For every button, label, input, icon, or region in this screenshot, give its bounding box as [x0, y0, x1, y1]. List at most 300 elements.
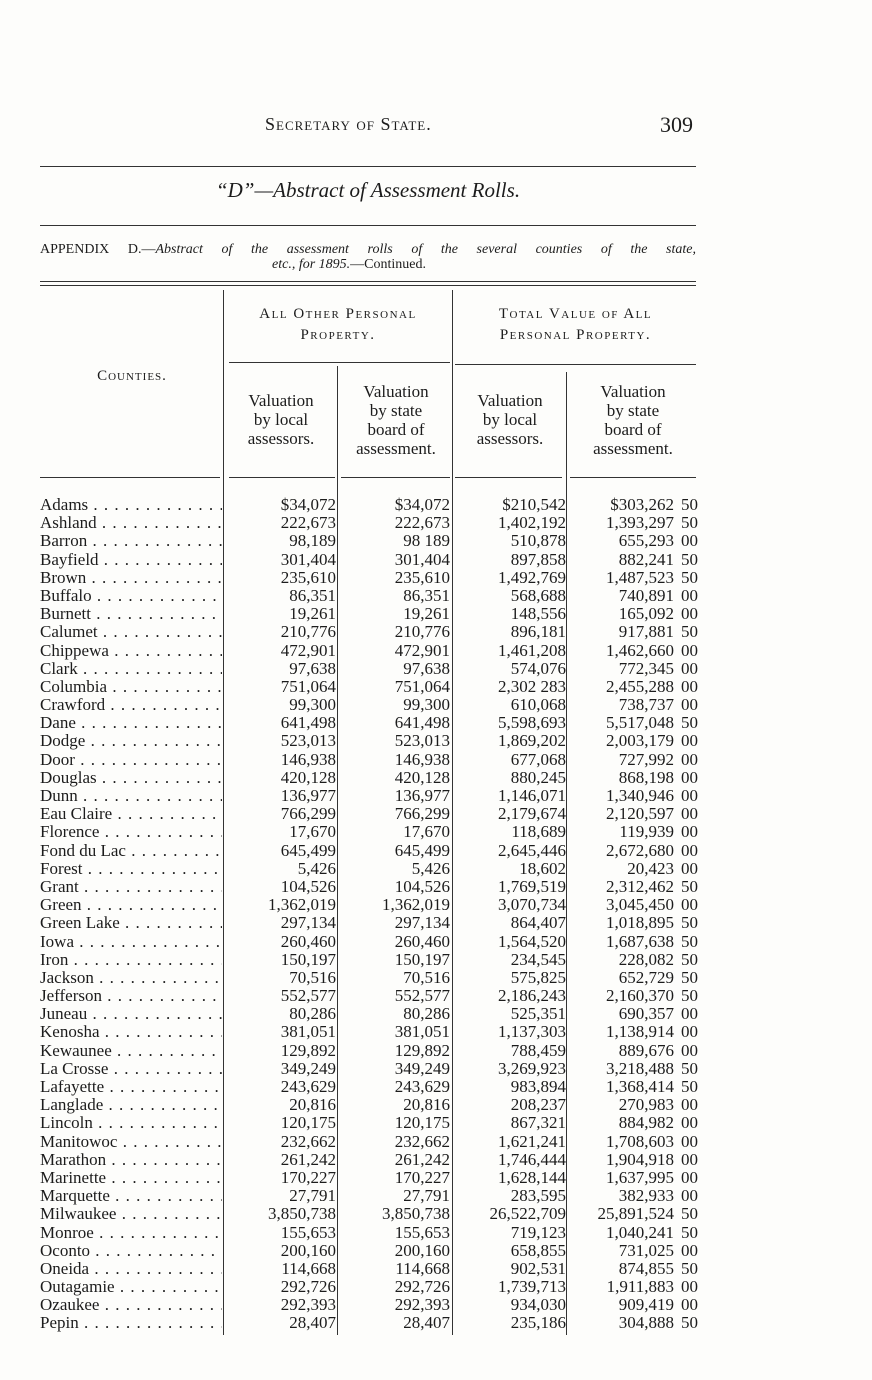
- total-local-value: 902,531: [510, 1258, 566, 1278]
- total-state-cents: 00: [681, 1004, 698, 1024]
- table-row: [40, 969, 700, 987]
- other-local-value: 5,426: [297, 858, 336, 878]
- other-state-value: 200,160: [394, 1240, 450, 1260]
- other-local-value: 80,286: [289, 1004, 336, 1024]
- total-state-value: 1,637,995: [606, 1167, 674, 1187]
- caption-text-2-italic: etc., for 1895.: [272, 257, 351, 272]
- caption-line-1: [40, 242, 696, 257]
- county-name: Langlade . . .: [40, 1096, 222, 1114]
- page-number: 309: [660, 112, 693, 137]
- other-state-value: 349,249: [394, 1058, 450, 1078]
- total-state-cents: 50: [681, 1077, 698, 1096]
- other-state-value: 28,407: [403, 1313, 450, 1333]
- table-row: [40, 823, 700, 841]
- total-local-value: 3,070,734: [498, 895, 566, 915]
- total-local-value: 208,237: [510, 1095, 566, 1115]
- other-state-value: 301,404: [394, 549, 450, 569]
- total-local-value: 2,645,446: [498, 840, 566, 860]
- subheader-line: Valuation: [600, 382, 666, 401]
- other-local-value: 349,249: [280, 1058, 336, 1078]
- other-local-value: 86,351: [289, 585, 336, 605]
- total-state-value: 1,487,523: [606, 567, 674, 587]
- header-rule-col4: [570, 477, 696, 478]
- other-local-value: 146,938: [280, 749, 336, 769]
- caption-label: APPENDIX D.—: [40, 242, 156, 257]
- county-name: Bayfield . . .: [40, 551, 222, 569]
- table-row: [40, 933, 700, 951]
- other-local-value: 297,134: [280, 913, 336, 933]
- other-state-value: 472,901: [394, 640, 450, 660]
- other-state-value: 114,668: [395, 1258, 450, 1278]
- total-local-value: 574,076: [510, 658, 566, 678]
- county-name: Marinette . . .: [40, 1169, 222, 1187]
- total-state-cents: 50: [681, 1204, 698, 1224]
- other-local-value: 98,189: [289, 531, 336, 551]
- total-local-value: 1,461,208: [498, 640, 566, 660]
- subheader-line: by local: [253, 410, 309, 429]
- table-row: [40, 1023, 700, 1041]
- rule-top: [40, 166, 696, 167]
- header-rule-col1: [229, 477, 335, 478]
- other-local-value: 200,160: [280, 1240, 336, 1260]
- county-name: Door . . .: [40, 751, 222, 769]
- table-row: [40, 787, 700, 805]
- total-state-cents: 50: [681, 986, 698, 1006]
- total-local-value: 1,869,202: [498, 731, 566, 751]
- county-name: Dodge . . .: [40, 732, 222, 750]
- total-state-value: 5,517,048: [606, 713, 674, 733]
- county-name: Forest . . .: [40, 860, 222, 878]
- other-local-value: 243,629: [280, 1077, 336, 1096]
- table-row: [40, 842, 700, 860]
- total-state-value: 909,419: [618, 1295, 674, 1315]
- other-local-value: 28,407: [289, 1313, 336, 1333]
- county-name: Ozaukee . . .: [40, 1296, 222, 1314]
- total-state-cents: 00: [681, 1131, 698, 1151]
- total-state-value: 2,312,462: [606, 876, 674, 896]
- total-state-cents: 00: [681, 749, 698, 769]
- other-state-value: 27,791: [403, 1186, 450, 1206]
- other-local-value: 381,051: [280, 1022, 336, 1042]
- other-local-value: 27,791: [289, 1186, 336, 1206]
- county-name: Dunn . . .: [40, 787, 222, 805]
- total-state-value: 3,045,450: [606, 895, 674, 915]
- table-row: [40, 569, 700, 587]
- other-local-value: 97,638: [289, 658, 336, 678]
- total-state-cents: 00: [681, 1040, 698, 1060]
- other-state-value: 70,516: [403, 967, 450, 987]
- total-local-value: 235,186: [510, 1313, 566, 1333]
- table-row: [40, 1133, 700, 1151]
- table-row: [40, 642, 700, 660]
- other-local-value: 104,526: [280, 876, 336, 896]
- county-name: Iowa . . .: [40, 933, 222, 951]
- other-local-value: 751,064: [280, 676, 336, 696]
- total-local-value: 525,351: [510, 1004, 566, 1024]
- total-state-value: 655,293: [618, 531, 674, 551]
- total-state-cents: 00: [681, 1277, 698, 1297]
- other-local-value: 420,128: [280, 767, 336, 787]
- county-name: Marquette . . .: [40, 1187, 222, 1205]
- total-state-value: 1,368,414: [606, 1077, 674, 1096]
- total-state-cents: 00: [681, 604, 698, 624]
- total-state-cents: 50: [681, 967, 698, 987]
- county-name: La Crosse . . .: [40, 1060, 222, 1078]
- county-name: Dane . . .: [40, 714, 222, 732]
- other-local-value: 129,892: [280, 1040, 336, 1060]
- table-row: [40, 605, 700, 623]
- total-state-cents: 00: [681, 676, 698, 696]
- total-state-value: 1,340,946: [606, 786, 674, 805]
- total-state-cents: 00: [681, 840, 698, 860]
- total-local-value: 3,269,923: [498, 1058, 566, 1078]
- total-state-cents: 00: [681, 895, 698, 915]
- table-row: [40, 751, 700, 769]
- other-state-value: 292,726: [394, 1277, 450, 1297]
- other-local-value: 19,261: [289, 604, 336, 624]
- table-row: [40, 1278, 700, 1296]
- other-local-value: 641,498: [280, 713, 336, 733]
- other-state-value: 523,013: [394, 731, 450, 751]
- other-state-value: 17,670: [403, 822, 450, 842]
- total-local-value: 1,402,192: [498, 513, 566, 533]
- other-state-value: $34,072: [394, 495, 450, 514]
- group1-underline: [229, 362, 450, 363]
- table-row: [40, 660, 700, 678]
- other-local-value: 645,499: [280, 840, 336, 860]
- county-name: Green . . .: [40, 896, 222, 914]
- county-name: Barron . . .: [40, 532, 222, 550]
- total-local-value: 610,068: [510, 695, 566, 715]
- county-name: Lincoln . . .: [40, 1114, 222, 1132]
- total-state-cents: 50: [681, 622, 698, 642]
- other-state-value: 210,776: [394, 622, 450, 642]
- total-state-cents: 00: [681, 731, 698, 751]
- subheader-line: by state: [369, 401, 423, 420]
- total-state-cents: 00: [681, 640, 698, 660]
- county-name: Eau Claire . . .: [40, 805, 222, 823]
- other-local-value: 150,197: [280, 949, 336, 969]
- county-name: Clark . . .: [40, 660, 222, 678]
- total-local-value: 896,181: [510, 622, 566, 642]
- total-state-value: 868,198: [618, 767, 674, 787]
- other-local-value: 70,516: [289, 967, 336, 987]
- other-state-value: 243,629: [394, 1077, 450, 1096]
- caption-text-1: Abstract of the assessment rolls of the several counties of the state,: [155, 242, 696, 257]
- total-state-value: 731,025: [618, 1240, 674, 1260]
- other-local-value: 114,668: [281, 1258, 336, 1278]
- total-state-cents: 50: [681, 913, 698, 933]
- subheader-line: assessors.: [247, 429, 315, 448]
- other-state-value: 3,850,738: [382, 1204, 450, 1224]
- header-rule-col2: [341, 477, 450, 478]
- other-state-value: 641,498: [394, 713, 450, 733]
- other-local-value: 1,362,019: [268, 895, 336, 915]
- total-local-value: 510,878: [510, 531, 566, 551]
- other-local-value: 292,393: [280, 1295, 336, 1315]
- total-state-cents: 00: [681, 695, 698, 715]
- total-state-value: $303,262: [610, 495, 674, 514]
- total-local-value: 864,407: [510, 913, 566, 933]
- total-state-value: 1,462,660: [606, 640, 674, 660]
- county-name: Fond du Lac . . .: [40, 842, 222, 860]
- other-local-value: 552,577: [280, 986, 336, 1006]
- table-row: [40, 896, 700, 914]
- other-local-value: 99,300: [289, 695, 336, 715]
- table-row: [40, 1114, 700, 1132]
- other-local-value: 301,404: [280, 549, 336, 569]
- other-state-value: 5,426: [411, 858, 450, 878]
- table-row: [40, 623, 700, 641]
- total-state-value: 889,676: [618, 1040, 674, 1060]
- total-local-value: 897,858: [510, 549, 566, 569]
- county-name: Monroe . . .: [40, 1224, 222, 1242]
- county-name: Brown . . .: [40, 569, 222, 587]
- total-state-value: 270,983: [618, 1095, 674, 1115]
- total-local-value: 283,595: [510, 1186, 566, 1206]
- total-local-value: 1,492,769: [498, 567, 566, 587]
- other-state-value: 99,300: [403, 695, 450, 715]
- county-name: Ashland . . .: [40, 514, 222, 532]
- group-header-line: Personal Property.: [499, 327, 652, 343]
- total-state-value: 727,992: [618, 749, 674, 769]
- total-local-value: $210,542: [502, 495, 566, 514]
- total-state-cents: 50: [681, 513, 698, 533]
- total-state-cents: 50: [681, 949, 698, 969]
- other-local-value: 261,242: [280, 1149, 336, 1169]
- table-row: [40, 696, 700, 714]
- county-name: Jefferson . . .: [40, 987, 222, 1005]
- total-local-value: 658,855: [510, 1240, 566, 1260]
- total-state-value: 3,218,488: [606, 1058, 674, 1078]
- county-name: Marathon . . .: [40, 1151, 222, 1169]
- county-name: Iron . . .: [40, 951, 222, 969]
- subheader-local-1: [226, 391, 336, 448]
- total-state-cents: 50: [681, 1222, 698, 1242]
- total-state-cents: 00: [681, 804, 698, 824]
- other-state-value: 552,577: [394, 986, 450, 1006]
- total-local-value: 880,245: [510, 767, 566, 787]
- section-title: “D”—Abstract of Assessment Rolls.: [215, 178, 521, 202]
- county-name: Calumet . . .: [40, 623, 222, 641]
- total-state-cents: 00: [681, 822, 698, 842]
- table-row: [40, 878, 700, 896]
- table-row: [40, 1096, 700, 1114]
- subheader-line: board of: [367, 420, 425, 439]
- total-local-value: 1,146,071: [498, 786, 566, 805]
- other-local-value: 210,776: [280, 622, 336, 642]
- other-state-value: 136,977: [394, 786, 450, 805]
- county-name: Burnett . . .: [40, 605, 222, 623]
- table-row: [40, 951, 700, 969]
- table-row: [40, 514, 700, 532]
- total-state-cents: 50: [681, 1313, 698, 1333]
- county-name: Green Lake . . .: [40, 914, 222, 932]
- total-local-value: 26,522,709: [489, 1204, 566, 1224]
- total-local-value: 1,628,144: [498, 1167, 566, 1187]
- table-row: [40, 1078, 700, 1096]
- other-state-value: 86,351: [403, 585, 450, 605]
- other-state-value: 150,197: [394, 949, 450, 969]
- total-state-value: 1,911,883: [606, 1277, 674, 1297]
- other-state-value: 97,638: [403, 658, 450, 678]
- county-name: Adams . . .: [40, 496, 222, 514]
- other-local-value: 222,673: [280, 513, 336, 533]
- total-state-cents: 50: [681, 931, 698, 951]
- county-name: Douglas . . .: [40, 769, 222, 787]
- table-row: [40, 732, 700, 750]
- total-local-value: 788,459: [510, 1040, 566, 1060]
- total-local-value: 575,825: [510, 967, 566, 987]
- header-rule-col3: [455, 477, 562, 478]
- total-state-value: 228,082: [618, 949, 674, 969]
- table-row: [40, 1187, 700, 1205]
- total-state-value: 1,018,895: [606, 913, 674, 933]
- other-local-value: 3,850,738: [268, 1204, 336, 1224]
- table-row: [40, 1242, 700, 1260]
- other-state-value: 751,064: [394, 676, 450, 696]
- other-local-value: 523,013: [280, 731, 336, 751]
- total-local-value: 1,621,241: [498, 1131, 566, 1151]
- table-row: [40, 496, 700, 514]
- group-header-line: Total Value of All: [498, 306, 653, 322]
- subheader-line: assessment.: [356, 439, 436, 458]
- subheader-line: Valuation: [477, 391, 543, 410]
- total-state-cents: 00: [681, 1240, 698, 1260]
- table-row: [40, 1260, 700, 1278]
- table-row: [40, 1151, 700, 1169]
- table-row: [40, 1169, 700, 1187]
- other-local-value: 155,653: [280, 1222, 336, 1242]
- subheader-state-1: [340, 382, 452, 458]
- total-state-cents: 00: [681, 786, 698, 805]
- county-name: Oneida . . .: [40, 1260, 222, 1278]
- total-local-value: 867,321: [510, 1113, 566, 1133]
- total-state-cents: 50: [681, 1258, 698, 1278]
- table-row: [40, 1314, 700, 1332]
- total-state-value: 738,737: [618, 695, 674, 715]
- other-state-value: 120,175: [394, 1113, 450, 1133]
- counties-header: Counties.: [97, 368, 167, 384]
- total-state-value: 884,982: [618, 1113, 674, 1133]
- county-name: Juneau . . .: [40, 1005, 222, 1023]
- total-state-cents: 50: [681, 567, 698, 587]
- total-state-value: 1,393,297: [606, 513, 674, 533]
- table-row: [40, 678, 700, 696]
- table-row: [40, 860, 700, 878]
- subheader-line: by local: [482, 410, 538, 429]
- total-state-value: 304,888: [618, 1313, 674, 1333]
- total-state-cents: 00: [681, 1022, 698, 1042]
- other-state-value: 645,499: [394, 840, 450, 860]
- total-state-value: 2,672,680: [606, 840, 674, 860]
- other-state-value: 80,286: [403, 1004, 450, 1024]
- other-local-value: 17,670: [289, 822, 336, 842]
- table-row: [40, 714, 700, 732]
- other-local-value: $34,072: [280, 495, 336, 514]
- total-local-value: 5,598,693: [498, 713, 566, 733]
- group-header-line: Property.: [300, 327, 376, 343]
- total-state-value: 740,891: [618, 585, 674, 605]
- other-local-value: 20,816: [289, 1095, 336, 1115]
- table-row: [40, 987, 700, 1005]
- other-state-value: 19,261: [403, 604, 450, 624]
- table-rule-top-2: [40, 285, 696, 286]
- subheader-state-2: [570, 382, 696, 458]
- total-state-value: 25,891,524: [597, 1204, 674, 1224]
- other-local-value: 232,662: [280, 1131, 336, 1151]
- county-name: Kewaunee . . .: [40, 1042, 222, 1060]
- total-state-cents: 00: [681, 1167, 698, 1187]
- county-name: Florence . . .: [40, 823, 222, 841]
- total-state-cents: 00: [681, 658, 698, 678]
- total-local-value: 1,769,519: [498, 876, 566, 896]
- other-state-value: 232,662: [394, 1131, 450, 1151]
- total-local-value: 568,688: [510, 585, 566, 605]
- table-row: [40, 769, 700, 787]
- table-body: [40, 496, 700, 1333]
- caption-text-2-plain: —Continued.: [350, 257, 426, 272]
- total-local-value: 18,602: [519, 858, 566, 878]
- subheader-line: assessors.: [476, 429, 544, 448]
- table-row: [40, 587, 700, 605]
- group2-underline: [455, 364, 696, 365]
- header-rule-counties: [40, 477, 220, 478]
- county-name: Manitowoc . . .: [40, 1133, 222, 1151]
- county-name: Kenosha . . .: [40, 1023, 222, 1041]
- other-local-value: 120,175: [280, 1113, 336, 1133]
- table-row: [40, 914, 700, 932]
- group-header-total-value: [455, 304, 696, 346]
- other-state-value: 104,526: [394, 876, 450, 896]
- other-state-value: 1,362,019: [382, 895, 450, 915]
- total-local-value: 934,030: [510, 1295, 566, 1315]
- other-local-value: 136,977: [280, 786, 336, 805]
- group-header-other-personal: [226, 304, 450, 346]
- subheader-line: Valuation: [363, 382, 429, 401]
- other-state-value: 260,460: [394, 931, 450, 951]
- total-local-value: 2,302 283: [498, 676, 566, 696]
- county-name: Columbia . . .: [40, 678, 222, 696]
- total-state-value: 1,138,914: [606, 1022, 674, 1042]
- total-state-value: 690,357: [618, 1004, 674, 1024]
- total-state-cents: 50: [681, 1058, 698, 1078]
- rule-below-title: [40, 225, 696, 226]
- total-local-value: 2,179,674: [498, 804, 566, 824]
- county-name: Jackson . . .: [40, 969, 222, 987]
- other-state-value: 222,673: [394, 513, 450, 533]
- total-local-value: 1,739,713: [498, 1277, 566, 1297]
- other-state-value: 381,051: [394, 1022, 450, 1042]
- total-state-value: 2,003,179: [606, 731, 674, 751]
- other-state-value: 170,227: [394, 1167, 450, 1187]
- total-state-value: 874,855: [618, 1258, 674, 1278]
- table-row: [40, 1224, 700, 1242]
- total-state-value: 2,160,370: [606, 986, 674, 1006]
- total-state-cents: 00: [681, 858, 698, 878]
- county-name: Pepin . . .: [40, 1314, 222, 1332]
- table-row: [40, 1205, 700, 1223]
- running-head: Secretary of State.: [265, 114, 432, 134]
- total-state-cents: 50: [681, 876, 698, 896]
- county-name: Buffalo . . .: [40, 587, 222, 605]
- total-local-value: 1,564,520: [498, 931, 566, 951]
- total-local-value: 983,894: [510, 1077, 566, 1096]
- county-name: Crawford . . .: [40, 696, 222, 714]
- total-state-value: 772,345: [618, 658, 674, 678]
- table-row: [40, 1042, 700, 1060]
- other-state-value: 420,128: [394, 767, 450, 787]
